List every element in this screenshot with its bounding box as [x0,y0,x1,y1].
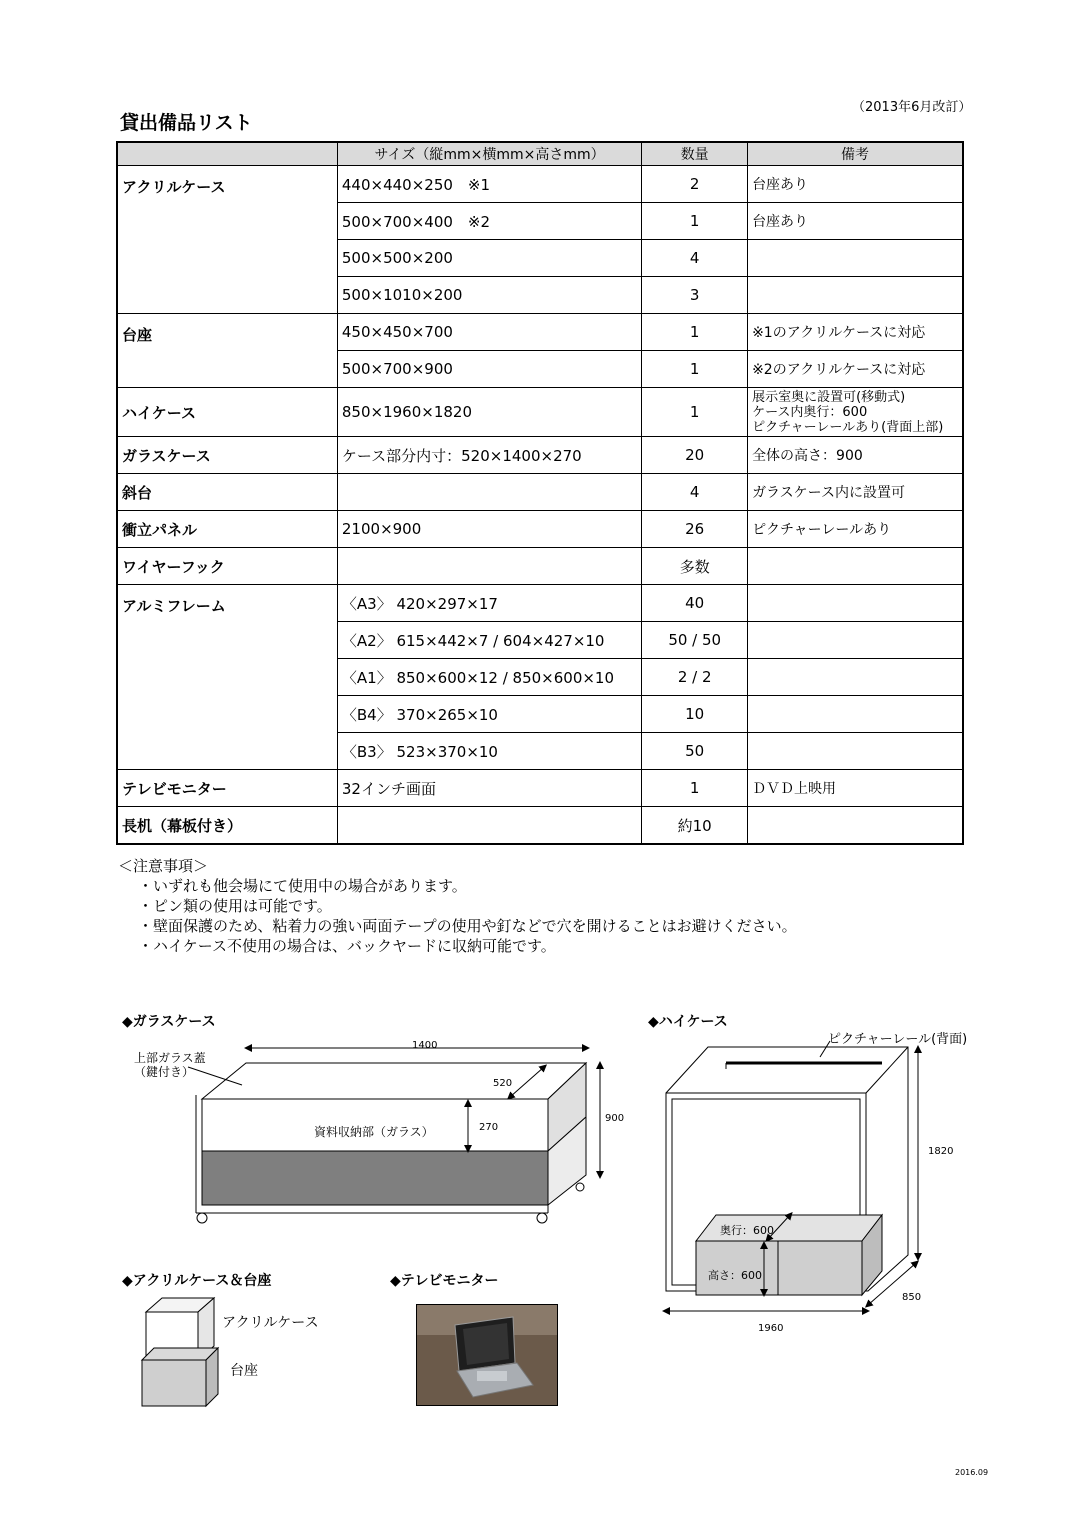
inner-depth-label: 奥行：600 [720,1224,774,1237]
high-height-label: 1820 [928,1146,954,1157]
item-qty: 4 [642,240,748,277]
header-name [117,142,337,166]
tv-label: ◆テレビモニター [390,1273,499,1289]
item-name: 台座 [117,314,337,388]
glass-width-label: 1400 [412,1040,438,1051]
item-qty: 多数 [642,548,748,585]
note-line: ケース内奥行：600 [752,404,868,420]
header-qty: 数量 [642,142,748,166]
item-qty: 2 [642,166,748,203]
notes-heading: ＜注意事項＞ [118,857,209,875]
table-row [117,511,963,548]
item-qty: 1 [642,770,748,807]
item-name: ハイケース [117,388,337,437]
item-name: ガラスケース [117,437,337,474]
item-size: 2100×900 [337,511,641,548]
item-note [748,807,963,845]
table-row [117,770,963,807]
glass-total-height-label: 900 [605,1113,625,1124]
item-size: 450×450×700 [337,314,641,351]
item-size: 〈A3〉 420×297×17 [337,585,641,622]
item-qty: 1 [642,351,748,388]
note-line: 展示室奥に設置可(移動式) [752,389,906,405]
item-qty: 10 [642,696,748,733]
item-note: 全体の高さ：900 [748,437,963,474]
item-name: アルミフレーム [117,585,337,770]
acrylic-diagram [138,1292,228,1410]
item-size: 32インチ画面 [337,770,641,807]
base-text: 台座 [230,1363,258,1379]
item-note: 台座あり [748,166,963,203]
item-name: 斜台 [117,474,337,511]
item-size [337,548,641,585]
note-item: ・いずれも他会場にて使用中の場合があります。 [138,877,467,895]
revision-note: （2013年6月改訂） [852,100,972,115]
item-note [748,659,963,696]
note-line: ピクチャーレールあり(背面上部) [752,419,944,435]
item-note: ピクチャーレールあり [748,511,963,548]
item-size: 500×700×400 ※2 [337,203,641,240]
item-note [748,388,963,437]
item-note [748,277,963,314]
item-size: 〈A2〉 615×442×7 / 604×427×10 [337,622,641,659]
item-note [748,733,963,770]
table-row [117,166,963,203]
item-qty: 1 [642,314,748,351]
glass-lid-label [134,1051,206,1079]
table-row [117,314,963,351]
item-size [337,474,641,511]
item-name: アクリルケース [117,166,337,314]
item-size: 500×1010×200 [337,277,641,314]
header-size: サイズ（縦mm×横mm×高さmm） [337,142,641,166]
item-size: 〈B4〉 370×265×10 [337,696,641,733]
high-width-label: 1960 [758,1323,784,1334]
item-note [748,585,963,622]
item-qty: 1 [642,388,748,437]
tv-photo [416,1304,558,1406]
note-item: ・ピン類の使用は可能です。 [138,897,332,915]
item-note: 台座あり [748,203,963,240]
item-note: ※2のアクリルケースに対応 [748,351,963,388]
item-note [748,240,963,277]
item-note: ガラスケース内に設置可 [748,474,963,511]
item-size: 850×1960×1820 [337,388,641,437]
glass-storage-label: 資料収納部（ガラス） [314,1125,434,1139]
item-qty: 50 [642,733,748,770]
item-size [337,807,641,845]
item-qty: 3 [642,277,748,314]
rail-label: ピクチャーレール(背面) [828,1032,968,1047]
glass-depth-label: 520 [493,1078,513,1089]
item-size: 〈B3〉 523×370×10 [337,733,641,770]
item-size: 440×440×250 ※1 [337,166,641,203]
item-qty: 4 [642,474,748,511]
item-note: ＤＶＤ上映用 [748,770,963,807]
note-item: ・ハイケース不使用の場合は、バックヤードに収納可能です。 [138,937,556,955]
item-qty: 2 / 2 [642,659,748,696]
item-note [748,696,963,733]
item-size: 500×700×900 [337,351,641,388]
item-qty: 約10 [642,807,748,845]
item-name: 衝立パネル [117,511,337,548]
table-row [117,388,963,437]
item-qty: 50 / 50 [642,622,748,659]
item-qty: 26 [642,511,748,548]
header-note: 備考 [748,142,963,166]
high-depth-label: 850 [902,1292,922,1303]
footer-date: 2016.09 [955,1468,989,1477]
item-name: ワイヤーフック [117,548,337,585]
item-qty: 40 [642,585,748,622]
item-note [748,622,963,659]
item-qty: 1 [642,203,748,240]
table-row [117,437,963,474]
item-name: 長机（幕板付き） [117,807,337,845]
table-header-row [117,142,963,166]
table-row [117,548,963,585]
high-case-diagram [650,1035,970,1335]
item-qty: 20 [642,437,748,474]
acrylic-case-text: アクリルケース [222,1315,319,1331]
high-case-label: ◆ハイケース [648,1014,728,1030]
table-row [117,807,963,845]
glass-inner-height-label: 270 [479,1122,499,1133]
item-size: ケース部分内寸：520×1400×270 [337,437,641,474]
glass-case-label: ◆ガラスケース [122,1014,216,1030]
inner-height-label: 高さ：600 [708,1269,762,1282]
page-title: 貸出備品リスト [120,112,253,134]
lid-line: 上部ガラス蓋 [134,1051,206,1065]
item-note: ※1のアクリルケースに対応 [748,314,963,351]
item-note [748,548,963,585]
notes-section [118,856,797,956]
lid-line: （鍵付き） [134,1065,195,1079]
item-name: テレビモニター [117,770,337,807]
item-size: 〈A1〉 850×600×12 / 850×600×10 [337,659,641,696]
item-size: 500×500×200 [337,240,641,277]
equipment-table [116,141,964,845]
note-item: ・壁面保護のため、粘着力の強い両面テープの使用や釘などで穴を開けることはお避けください。 [138,917,797,935]
table-row [117,474,963,511]
table-row [117,585,963,622]
acrylic-label: ◆アクリルケース＆台座 [122,1273,272,1289]
